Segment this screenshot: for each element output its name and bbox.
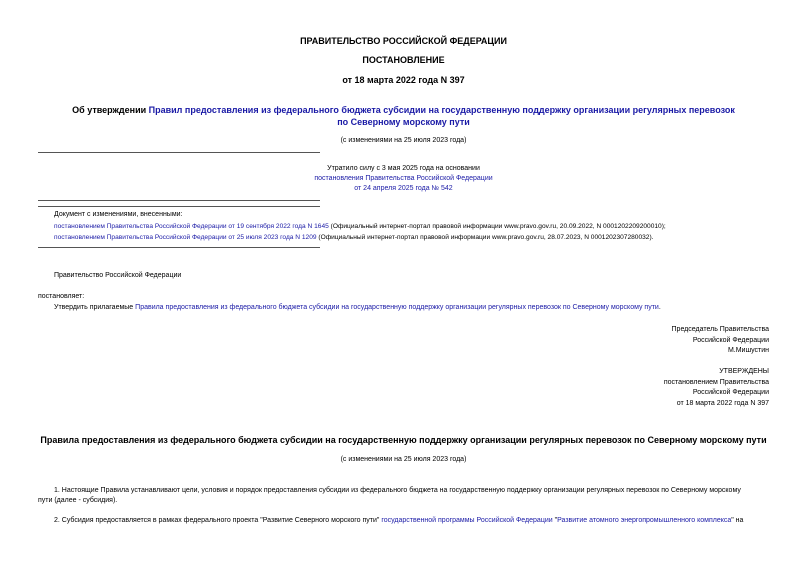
divider	[38, 206, 320, 207]
government-heading: ПРАВИТЕЛЬСТВО РОССИЙСКОЙ ФЕДЕРАЦИИ	[300, 36, 507, 46]
paragraph-2-prefix: 2. Субсидия предоставляется в рамках федерального проекта "Развитие Северного морского пути"	[54, 517, 382, 524]
document-type: ПОСТАНОВЛЕНИЕ	[362, 55, 445, 65]
status-line: Утратило силу с 3 мая 2025 года на основании	[327, 165, 480, 172]
decides-word: постановляет:	[38, 293, 85, 300]
rules-edition-note: (с изменениями на 25 июля 2023 года)	[340, 456, 467, 463]
edition-note: (с изменениями на 25 июля 2023 года)	[340, 137, 467, 144]
repeal-decree-link[interactable]: постановления Правительства Российской Федерации	[314, 175, 493, 182]
approved-stamp: УТВЕРЖДЕНЫ	[719, 368, 769, 375]
divider	[38, 152, 320, 153]
change-item	[54, 223, 666, 230]
atomic-complex-link[interactable]: Развитие атомного энергопромышленного комплекса	[557, 517, 732, 524]
document-date-number: от 18 марта 2022 года N 397	[342, 75, 465, 85]
signature-country: Российской Федерации	[692, 336, 769, 344]
change-decree-link[interactable]: постановлением Правительства Российской Федерации от 25 июля 2023 года N 1209	[54, 234, 317, 241]
rules-title: Правила предоставления из федерального бюджета субсидии на государственную поддержку организации регулярных перевозок по Северному морскому пути	[40, 435, 767, 445]
paragraph-2	[54, 517, 743, 524]
signature-name: М.Мишустин	[727, 347, 769, 354]
approve-rules-link[interactable]: Правила предоставления из федерального бюджета субсидии на государственную поддержку организации регулярных перевозок по Северному морскому пути	[135, 304, 659, 311]
paragraph-1-line-2: пути (далее - субсидия).	[38, 497, 118, 504]
approve-prefix: Утвердить прилагаемые	[54, 304, 136, 311]
divider	[38, 200, 320, 201]
signature-block	[672, 325, 769, 357]
title-prefix: Об утверждении	[72, 105, 149, 115]
divider	[38, 247, 320, 248]
signature-position: Председатель Правительства	[671, 326, 769, 333]
repeal-decree-date-link[interactable]: от 24 апреля 2025 года № 542	[354, 185, 453, 192]
approved-date: от 18 марта 2022 года N 397	[676, 399, 769, 407]
preamble: Правительство Российской Федерации	[54, 272, 182, 279]
paragraph-2-quote: "	[552, 517, 558, 524]
approve-clause	[54, 304, 661, 311]
approve-suffix: .	[658, 304, 661, 311]
document-title	[70, 104, 737, 128]
change-item	[54, 234, 654, 241]
approved-by: постановлением Правительства	[663, 378, 769, 386]
change-decree-link[interactable]: постановлением Правительства Российской Федерации от 19 сентября 2022 года N 1645	[54, 223, 329, 230]
approved-country: Российской Федерации	[692, 389, 769, 396]
change-source: (Официальный интернет-портал правовой информации www.pravo.gov.ru, 20.09.2022, N 0001202209200010);	[328, 223, 666, 230]
approved-block	[664, 367, 769, 409]
state-program-link[interactable]: государственной программы Российской Федерации	[381, 517, 553, 524]
paragraph-2-suffix: " на	[731, 517, 744, 524]
title-rules-link[interactable]: Правил предоставления из федерального бюджета субсидии на государственную поддержку организации регулярных перевозок по Северному морскому пути	[148, 105, 735, 127]
paragraph-1-line-1: 1. Настоящие Правила устанавливают цели, условия и порядок предоставления субсидии из федерального бюджета на государственную поддержку организации регулярных перевозок по Северному морскому	[54, 487, 741, 494]
changes-intro: Документ с изменениями, внесенными:	[54, 211, 183, 218]
change-source: (Официальный интернет-портал правовой информации www.pravo.gov.ru, 28.07.2023, N 0001202307280032).	[316, 234, 654, 241]
